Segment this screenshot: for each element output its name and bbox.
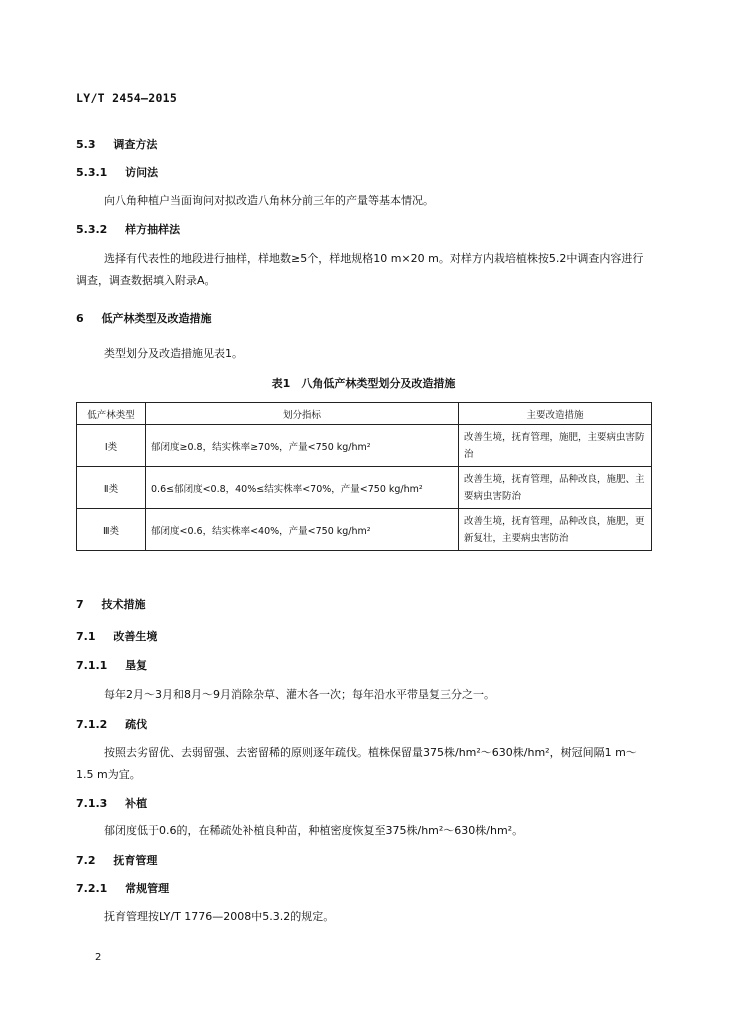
section-7-2-1-heading (76, 880, 169, 896)
section-title: 垦复 (125, 659, 148, 672)
section-number: 7.1.2 (76, 718, 108, 731)
section-5-3-2-heading (76, 221, 180, 237)
section-number: 7.1.3 (76, 797, 108, 810)
section-5-3-heading (76, 136, 157, 152)
paragraph-7-1-2: 按照去劣留优、去弱留强、去密留稀的原则逐年疏伐。植株保留量375株/hm²～630株/hm²，树冠间隔1 m～1.5 m为宜。 (76, 746, 637, 781)
section-title: 低产林类型及改造措施 (101, 312, 212, 325)
criteria-cell: 0.6≤郁闭度<0.8，40%≤结实株率<70%，产量<750 kg/hm² (146, 467, 459, 509)
type-cell: Ⅲ类 (77, 509, 146, 551)
section-7-1-heading (76, 628, 157, 644)
section-6-heading (76, 310, 212, 326)
measures-cell: 改善生境，抚育管理，施肥，主要病虫害防治 (459, 425, 652, 467)
paragraph-7-1-1: 每年2月～3月和8月～9月消除杂草、灌木各一次；每年沿水平带垦复三分之一。 (104, 688, 495, 701)
section-title: 调查方法 (113, 138, 158, 151)
table-header-cell: 低产林类型 (77, 403, 146, 425)
section-7-1-3-heading (76, 795, 147, 811)
section-number: 7.2 (76, 854, 96, 867)
paragraph-7-1-3: 郁闭度低于0.6的，在稀疏处补植良种苗，种植密度恢复至375株/hm²～630株/hm²。 (104, 824, 524, 837)
measures-cell: 改善生境，抚育管理，品种改良，施肥、主要病虫害防治 (459, 467, 652, 509)
table-header-cell: 主要改造措施 (459, 403, 652, 425)
section-title: 常规管理 (125, 882, 170, 895)
paragraph-5-3-1: 向八角种植户当面询问对拟改造八角林分前三年的产量等基本情况。 (104, 194, 434, 207)
paragraph-6: 类型划分及改造措施见表1。 (104, 347, 243, 360)
section-title: 疏伐 (125, 718, 148, 731)
section-title: 改善生境 (113, 630, 158, 643)
type-cell: Ⅰ类 (77, 425, 146, 467)
type-cell: Ⅱ类 (77, 467, 146, 509)
section-7-heading (76, 596, 146, 612)
table-row (77, 509, 652, 551)
section-number: 6 (76, 312, 84, 325)
section-title: 访问法 (125, 166, 159, 179)
section-title: 补植 (125, 797, 148, 810)
document-header: LY/T 2454—2015 (76, 91, 178, 105)
table-row (77, 425, 652, 467)
section-number: 5.3.2 (76, 223, 108, 236)
section-number: 7 (76, 598, 84, 611)
section-7-1-2-heading (76, 716, 147, 732)
table-caption: 表1 八角低产林类型划分及改造措施 (271, 377, 456, 390)
page-number: 2 (95, 952, 102, 963)
section-title: 技术措施 (101, 598, 146, 611)
paragraph-7-2-1: 抚育管理按LY/T 1776—2008中5.3.2的规定。 (104, 910, 335, 923)
section-7-2-heading (76, 852, 157, 868)
table-header-row (77, 403, 652, 425)
table-header-cell: 划分指标 (146, 403, 459, 425)
measures-cell: 改善生境，抚育管理，品种改良，施肥，更新复壮，主要病虫害防治 (459, 509, 652, 551)
criteria-cell: 郁闭度<0.6，结实株率<40%，产量<750 kg/hm² (146, 509, 459, 551)
section-number: 5.3 (76, 138, 96, 151)
section-number: 7.1 (76, 630, 96, 643)
section-number: 5.3.1 (76, 166, 108, 179)
section-5-3-1-heading (76, 164, 158, 180)
table-1 (76, 402, 652, 551)
criteria-cell: 郁闭度≥0.8，结实株率≥70%，产量<750 kg/hm² (146, 425, 459, 467)
section-title: 抚育管理 (113, 854, 158, 867)
section-number: 7.1.1 (76, 659, 108, 672)
table-row (77, 467, 652, 509)
paragraph-5-3-2: 选择有代表性的地段进行抽样，样地数≥5个，样地规格10 m×20 m。对样方内栽培植株按5.2中调查内容进行调查，调查数据填入附录A。 (76, 252, 644, 287)
section-number: 7.2.1 (76, 882, 108, 895)
section-title: 样方抽样法 (125, 223, 181, 236)
section-7-1-1-heading (76, 657, 147, 673)
